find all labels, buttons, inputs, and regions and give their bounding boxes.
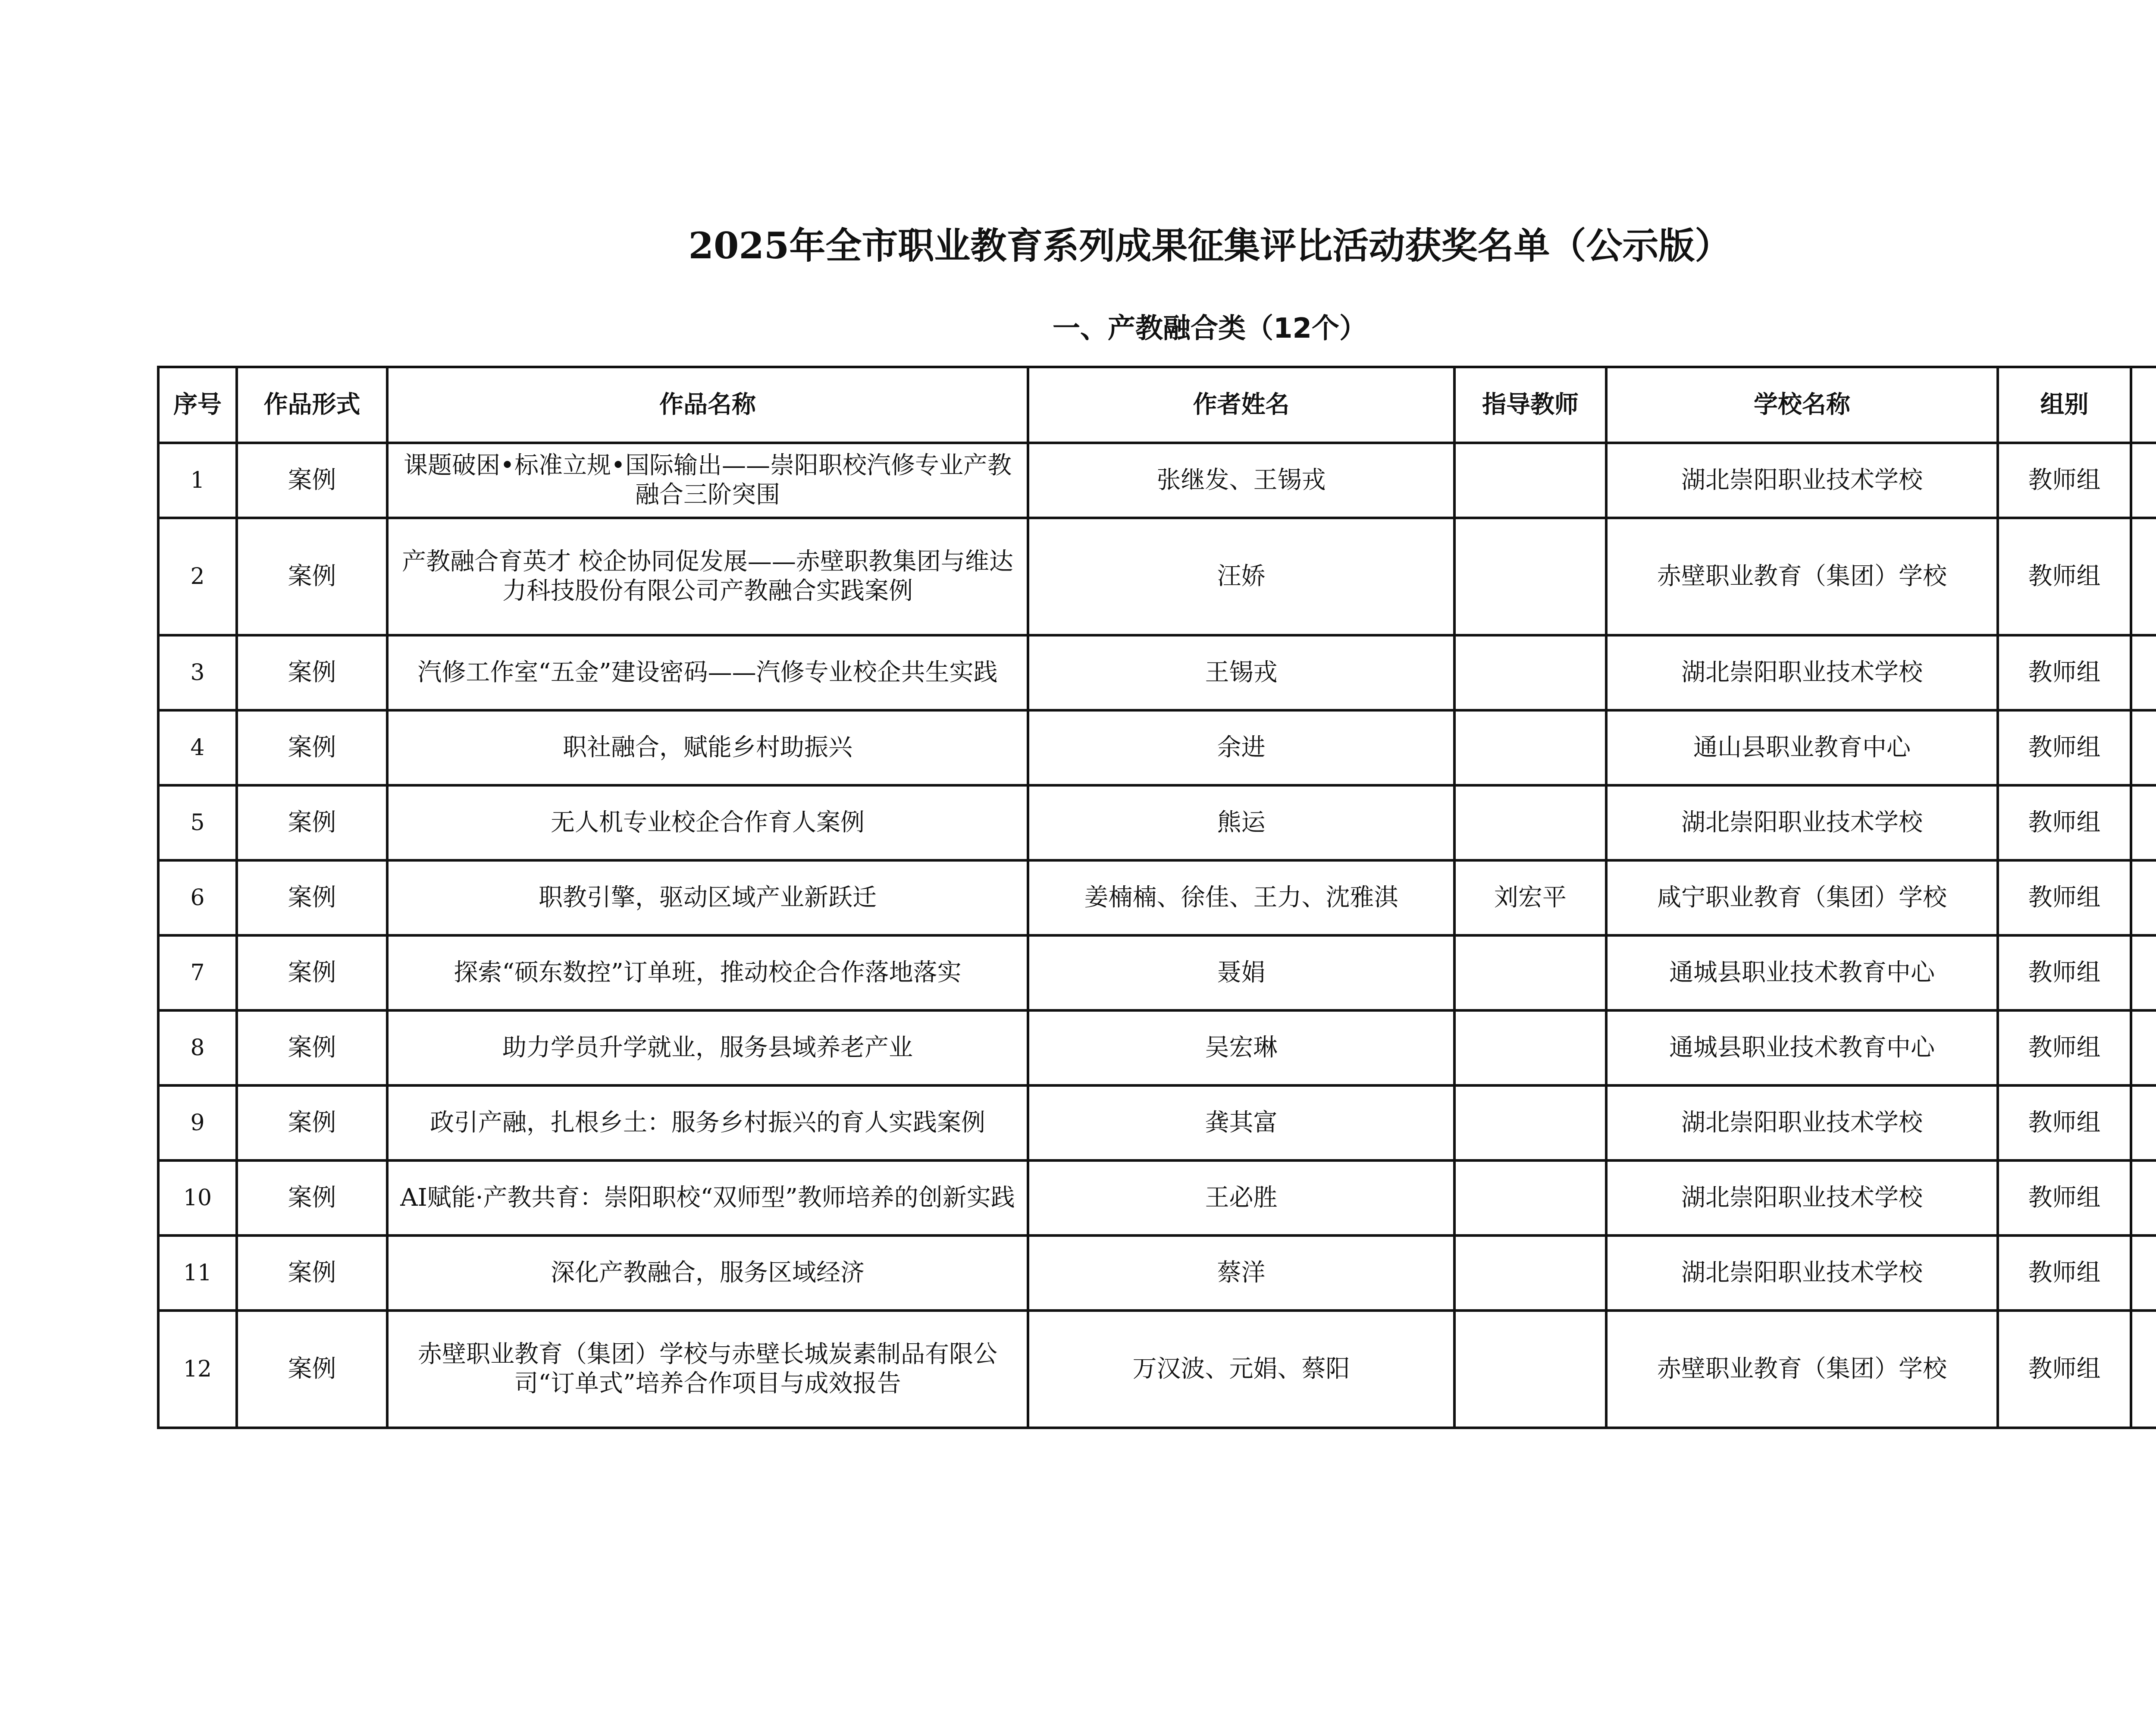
- cell-school: 咸宁职业教育（集团）学校: [1606, 860, 1998, 935]
- cell-group: 教师组: [1998, 518, 2131, 635]
- cell-advisor: 刘宏平: [1454, 860, 1606, 935]
- header-group: 组别: [1998, 367, 2131, 443]
- cell-no: 10: [158, 1160, 237, 1235]
- cell-award: [2131, 1010, 2156, 1085]
- header-no: 序号: [158, 367, 237, 443]
- table-row: [158, 443, 2156, 518]
- cell-school: 通山县职业教育中心: [1606, 710, 1998, 785]
- cell-school: 湖北崇阳职业技术学校: [1606, 443, 1998, 518]
- table-row: [158, 1085, 2156, 1160]
- cell-group: 教师组: [1998, 935, 2131, 1010]
- table-row: [158, 860, 2156, 935]
- cell-award: [2131, 1311, 2156, 1428]
- table-row: [158, 1311, 2156, 1428]
- cell-no: 4: [158, 710, 237, 785]
- cell-group: 教师组: [1998, 635, 2131, 710]
- cell-no: 5: [158, 785, 237, 860]
- cell-school: 赤壁职业教育（集团）学校: [1606, 518, 1998, 635]
- cell-form: 案例: [237, 785, 387, 860]
- cell-group: 教师组: [1998, 860, 2131, 935]
- cell-authors: 聂娟: [1028, 935, 1454, 1010]
- cell-award: [2131, 860, 2156, 935]
- cell-school: 湖北崇阳职业技术学校: [1606, 785, 1998, 860]
- cell-advisor: [1454, 785, 1606, 860]
- cell-school: 湖北崇阳职业技术学校: [1606, 1160, 1998, 1235]
- cell-authors: 姜楠楠、徐佳、王力、沈雅淇: [1028, 860, 1454, 935]
- header-row: [158, 367, 2156, 443]
- cell-work-name: AI赋能·产教共育：崇阳职校“双师型”教师培养的创新实践: [387, 1160, 1028, 1235]
- cell-school: 通城县职业技术教育中心: [1606, 1010, 1998, 1085]
- cell-form: 案例: [237, 860, 387, 935]
- cell-authors: 王必胜: [1028, 1160, 1454, 1235]
- table-row: [158, 710, 2156, 785]
- cell-no: 7: [158, 935, 237, 1010]
- cell-advisor: [1454, 518, 1606, 635]
- table-row: [158, 1235, 2156, 1311]
- cell-work-name: 无人机专业校企合作育人案例: [387, 785, 1028, 860]
- cell-group: 教师组: [1998, 1235, 2131, 1311]
- cell-group: 教师组: [1998, 1311, 2131, 1428]
- cell-school: 湖北崇阳职业技术学校: [1606, 1085, 1998, 1160]
- header-advisor: 指导教师: [1454, 367, 1606, 443]
- cell-award: [2131, 935, 2156, 1010]
- table-row: [158, 635, 2156, 710]
- cell-award: [2131, 710, 2156, 785]
- table-row: [158, 1160, 2156, 1235]
- cell-form: 案例: [237, 1160, 387, 1235]
- cell-work-name: 深化产教融合，服务区域经济: [387, 1235, 1028, 1311]
- cell-advisor: [1454, 1085, 1606, 1160]
- cell-group: 教师组: [1998, 710, 2131, 785]
- table-row: [158, 518, 2156, 635]
- cell-group: 教师组: [1998, 785, 2131, 860]
- cell-work-name: 职教引擎，驱动区域产业新跃迁: [387, 860, 1028, 935]
- cell-work-name: 赤壁职业教育（集团）学校与赤壁长城炭素制品有限公司“订单式”培养合作项目与成效报告: [387, 1311, 1028, 1428]
- cell-award: [2131, 635, 2156, 710]
- cell-work-name: 课题破困•标准立规•国际输出——崇阳职校汽修专业产教融合三阶突围: [387, 443, 1028, 518]
- cell-award: [2131, 1235, 2156, 1311]
- cell-authors: 龚其富: [1028, 1085, 1454, 1160]
- cell-advisor: [1454, 635, 1606, 710]
- cell-group: 教师组: [1998, 1085, 2131, 1160]
- cell-form: 案例: [237, 1010, 387, 1085]
- cell-work-name: 职社融合，赋能乡村助振兴: [387, 710, 1028, 785]
- cell-no: 2: [158, 518, 237, 635]
- cell-no: 6: [158, 860, 237, 935]
- cell-form: 案例: [237, 1311, 387, 1428]
- cell-no: 3: [158, 635, 237, 710]
- cell-no: 12: [158, 1311, 237, 1428]
- cell-advisor: [1454, 1311, 1606, 1428]
- cell-school: 湖北崇阳职业技术学校: [1606, 635, 1998, 710]
- cell-no: 11: [158, 1235, 237, 1311]
- cell-school: 赤壁职业教育（集团）学校: [1606, 1311, 1998, 1428]
- cell-school: 湖北崇阳职业技术学校: [1606, 1235, 1998, 1311]
- cell-form: 案例: [237, 518, 387, 635]
- cell-school: 通城县职业技术教育中心: [1606, 935, 1998, 1010]
- cell-form: 案例: [237, 935, 387, 1010]
- cell-work-name: 汽修工作室“五金”建设密码——汽修专业校企共生实践: [387, 635, 1028, 710]
- header-award: [2131, 367, 2156, 443]
- table-row: [158, 1010, 2156, 1085]
- header-form: 作品形式: [237, 367, 387, 443]
- cell-advisor: [1454, 710, 1606, 785]
- cell-group: 教师组: [1998, 1160, 2131, 1235]
- section-title: 一、产教融合类（12个）: [1052, 313, 1367, 345]
- document-title: 2025年全市职业教育系列成果征集评比活动获奖名单（公示版）: [688, 224, 1731, 267]
- cell-no: 1: [158, 443, 237, 518]
- cell-authors: 王锡戎: [1028, 635, 1454, 710]
- cell-award: [2131, 518, 2156, 635]
- cell-work-name: 产教融合育英才 校企协同促发展——赤壁职教集团与维达力科技股份有限公司产教融合实践案例: [387, 518, 1028, 635]
- cell-form: 案例: [237, 635, 387, 710]
- header-authors: 作者姓名: [1028, 367, 1454, 443]
- cell-advisor: [1454, 443, 1606, 518]
- cell-advisor: [1454, 935, 1606, 1010]
- cell-award: [2131, 1160, 2156, 1235]
- awards-table: [157, 366, 2156, 1429]
- header-school: 学校名称: [1606, 367, 1998, 443]
- cell-authors: 蔡洋: [1028, 1235, 1454, 1311]
- cell-authors: 吴宏琳: [1028, 1010, 1454, 1085]
- cell-work-name: 助力学员升学就业，服务县域养老产业: [387, 1010, 1028, 1085]
- cell-award: [2131, 443, 2156, 518]
- table-row: [158, 785, 2156, 860]
- cell-authors: 熊运: [1028, 785, 1454, 860]
- cell-award: [2131, 785, 2156, 860]
- cell-authors: 万汉波、元娟、蔡阳: [1028, 1311, 1454, 1428]
- cell-advisor: [1454, 1235, 1606, 1311]
- cell-authors: 余进: [1028, 710, 1454, 785]
- cell-form: 案例: [237, 710, 387, 785]
- cell-award: [2131, 1085, 2156, 1160]
- cell-advisor: [1454, 1010, 1606, 1085]
- cell-no: 8: [158, 1010, 237, 1085]
- cell-work-name: 政引产融，扎根乡土：服务乡村振兴的育人实践案例: [387, 1085, 1028, 1160]
- cell-no: 9: [158, 1085, 237, 1160]
- cell-group: 教师组: [1998, 443, 2131, 518]
- table-row: [158, 935, 2156, 1010]
- cell-form: 案例: [237, 1235, 387, 1311]
- cell-authors: 汪娇: [1028, 518, 1454, 635]
- cell-form: 案例: [237, 443, 387, 518]
- cell-work-name: 探索“硕东数控”订单班，推动校企合作落地落实: [387, 935, 1028, 1010]
- cell-authors: 张继发、王锡戎: [1028, 443, 1454, 518]
- cell-group: 教师组: [1998, 1010, 2131, 1085]
- header-work-name: 作品名称: [387, 367, 1028, 443]
- cell-form: 案例: [237, 1085, 387, 1160]
- cell-advisor: [1454, 1160, 1606, 1235]
